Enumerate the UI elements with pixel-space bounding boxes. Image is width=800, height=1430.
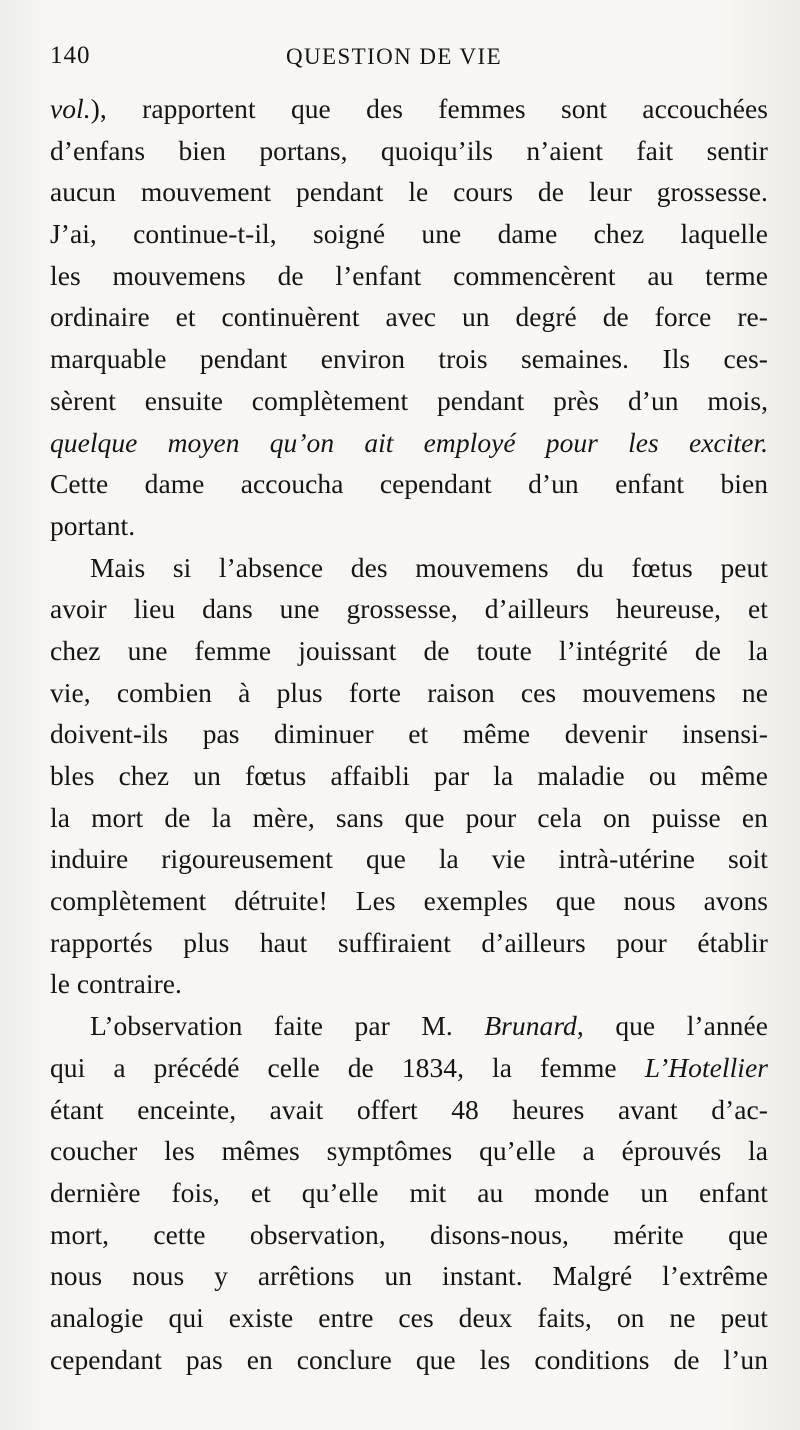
- text-line: bles chez un fœtus affaibli par la maladie ou même: [50, 760, 768, 791]
- text-line: d’enfans bien portans, quoiqu’ils n’aient fait sentir: [50, 134, 768, 166]
- italic-text: L’Hotellier: [644, 1051, 768, 1083]
- running-title: QUESTION DE VIE: [286, 44, 503, 69]
- italic-text: Brunard: [484, 1010, 577, 1042]
- text-span: qui a précédé celle de 1834, la femme: [50, 1051, 645, 1083]
- text-line: coucher les mêmes symptômes qu’elle a éprouvés la: [50, 1135, 768, 1167]
- text-span: ), rapportent que des femmes sont accouchées: [90, 93, 768, 124]
- text-line: sèrent ensuite complètement pendant près d’un mois,: [50, 384, 768, 416]
- text-line: les mouvemens de l’enfant commencèrent au terme: [50, 259, 768, 291]
- text-line: Mais si l’absence des mouvemens du fœtus peut: [90, 551, 768, 583]
- text-line: chez une femme jouissant de toute l’intégrité de la: [50, 634, 768, 666]
- text-line: étant enceinte, avait offert 48 heures avant d’ac-: [50, 1093, 768, 1125]
- text-line: avoir lieu dans une grossesse, d’ailleurs heureuse, et: [50, 593, 768, 625]
- text-line: portant.: [50, 509, 136, 541]
- page-number: 140: [50, 42, 91, 69]
- text-line: le contraire.: [50, 968, 182, 1000]
- text-line: analogie qui existe entre ces deux faits, on ne peut: [50, 1301, 768, 1333]
- text-line: induire rigoureusement que la vie intrà-utérine soit: [50, 843, 768, 875]
- text-span: L’observation faite par M.: [90, 1010, 485, 1042]
- text-line: aucun mouvement pendant le cours de leur grossesse.: [50, 176, 768, 208]
- text-line: dernière fois, et qu’elle mit au monde un enfant: [50, 1176, 768, 1208]
- text-line: marquable pendant environ trois semaines. Ils ces-: [50, 343, 768, 375]
- page-header: [50, 42, 740, 82]
- text-span: , que l’année: [576, 1010, 768, 1042]
- italic-text: vol.: [50, 93, 91, 124]
- text-line: vie, combien à plus forte raison ces mouvemens ne: [50, 676, 768, 708]
- text-line: [50, 1047, 768, 1089]
- body-text: [50, 88, 768, 1380]
- text-line: ordinaire et continuèrent avec un degré de force re-: [50, 301, 768, 333]
- text-line: cependant pas en conclure que les conditions de l’un: [50, 1343, 768, 1375]
- text-line: Cette dame accoucha cependant d’un enfant bien: [50, 468, 768, 500]
- text-line: rapportés plus haut suffiraient d’ailleurs pour établir: [50, 926, 768, 958]
- text-line: complètement détruite! Les exemples que nous avons: [50, 885, 768, 917]
- text-line: [50, 1005, 768, 1047]
- text-line: quelque moyen qu’on ait employé pour les exciter.: [50, 426, 768, 458]
- text-line: nous nous y arrêtions un instant. Malgré l’extrême: [50, 1260, 768, 1292]
- text-line: doivent-ils pas diminuer et même devenir insensi-: [50, 718, 768, 750]
- text-line: la mort de la mère, sans que pour cela on puisse en: [50, 801, 768, 833]
- text-line: [50, 88, 768, 130]
- text-line: J’ai, continue-t-il, soigné une dame chez laquelle: [50, 218, 768, 250]
- text-line: mort, cette observation, disons-nous, mérite que: [50, 1218, 768, 1250]
